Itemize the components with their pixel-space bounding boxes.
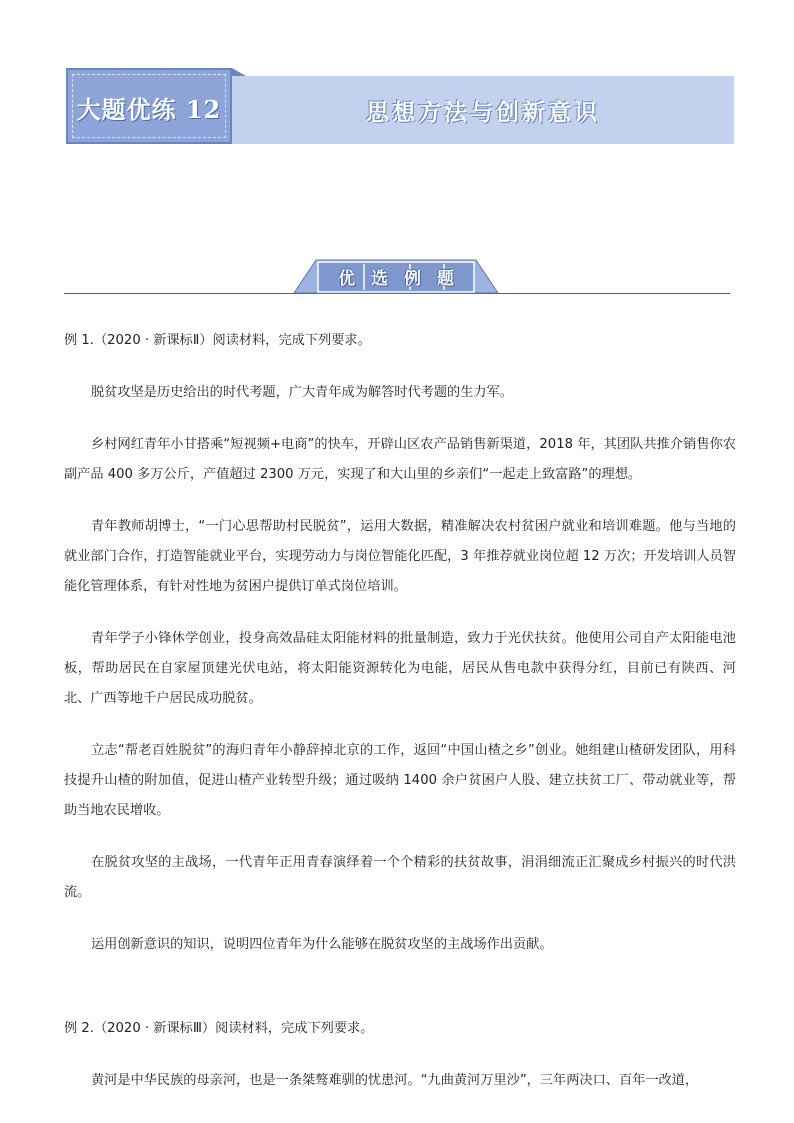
example-1-paragraph: 青年教师胡博士，“一门心思帮助村民脱贫”，运用大数据，精准解决农村贫困户就业和培训难题。他与当地的就业部门合作，打造智能就业平台，实现劳动力与岗位智能化匹配，3 年推荐就业岗位超 12 万次；开发培训人员智能化管理体系，有针对性地为贫困户提供订单式岗位培训。 bbox=[64, 519, 736, 594]
topic-title: 思想方法与创新意识 bbox=[366, 99, 600, 126]
example-1-paragraph: 青年学子小锋休学创业，投身高效晶硅太阳能材料的批量制造，致力于光伏扶贫。他使用公司自产太阳能电池板，帮助居民在自家屋顶建光伏电站，将太阳能资源转化为电能，居民从售电款中获得分红，目前已有陕西、河北、广西等地千户居民成功脱贫。 bbox=[64, 631, 736, 706]
banner-notch bbox=[232, 68, 246, 76]
lesson-number-label: 大题优练 12 bbox=[76, 95, 222, 124]
section-badge bbox=[294, 256, 498, 294]
document-body bbox=[64, 326, 736, 1118]
example-2-intro: 例 2.（2020 · 新课标Ⅲ）阅读材料，完成下列要求。 bbox=[64, 1021, 374, 1036]
header-banner bbox=[66, 68, 734, 144]
lesson-number-box bbox=[66, 68, 232, 144]
example-2-paragraph: 黄河是中华民族的母亲河，也是一条桀骜难驯的忧患河。“九曲黄河万里沙”，三年两决口、百年一改道， bbox=[91, 1073, 699, 1088]
example-1-intro: 例 1.（2020 · 新课标Ⅱ）阅读材料，完成下列要求。 bbox=[64, 333, 371, 348]
example-1-paragraph: 在脱贫攻坚的主战场，一代青年正用青春演绎着一个个精彩的扶贫故事，涓涓细流正汇聚成乡村振兴的时代洪流。 bbox=[64, 855, 736, 900]
topic-title-box bbox=[232, 76, 734, 144]
example-1-question: 运用创新意识的知识，说明四位青年为什么能够在脱贫攻坚的主战场作出贡献。 bbox=[91, 937, 553, 952]
example-1-paragraph: 脱贫攻坚是历史给出的时代考题，广大青年成为解答时代考题的生力军。 bbox=[91, 385, 513, 400]
example-1-paragraph: 乡村网红青年小甘搭乘“短视频+电商”的快车，开辟山区农产品销售新渠道，2018 年，其团队共推介销售你农副产品 400 多万公斤，产值超过 2300 万元，实现了和大山里的乡亲们“一起走上致富路”的理想。 bbox=[64, 437, 736, 482]
example-1-paragraph: 立志“帮老百姓脱贫”的海归青年小静辞掉北京的工作，返回“中国山楂之乡”创业。她组建山楂研发团队，用科技提升山楂的附加值，促进山楂产业转型升级；通过吸纳 1400 余户贫困户人股、建立扶贫工厂、带动就业等，帮助当地农民增收。 bbox=[64, 743, 736, 818]
section-title: 优选例题 bbox=[338, 269, 470, 289]
